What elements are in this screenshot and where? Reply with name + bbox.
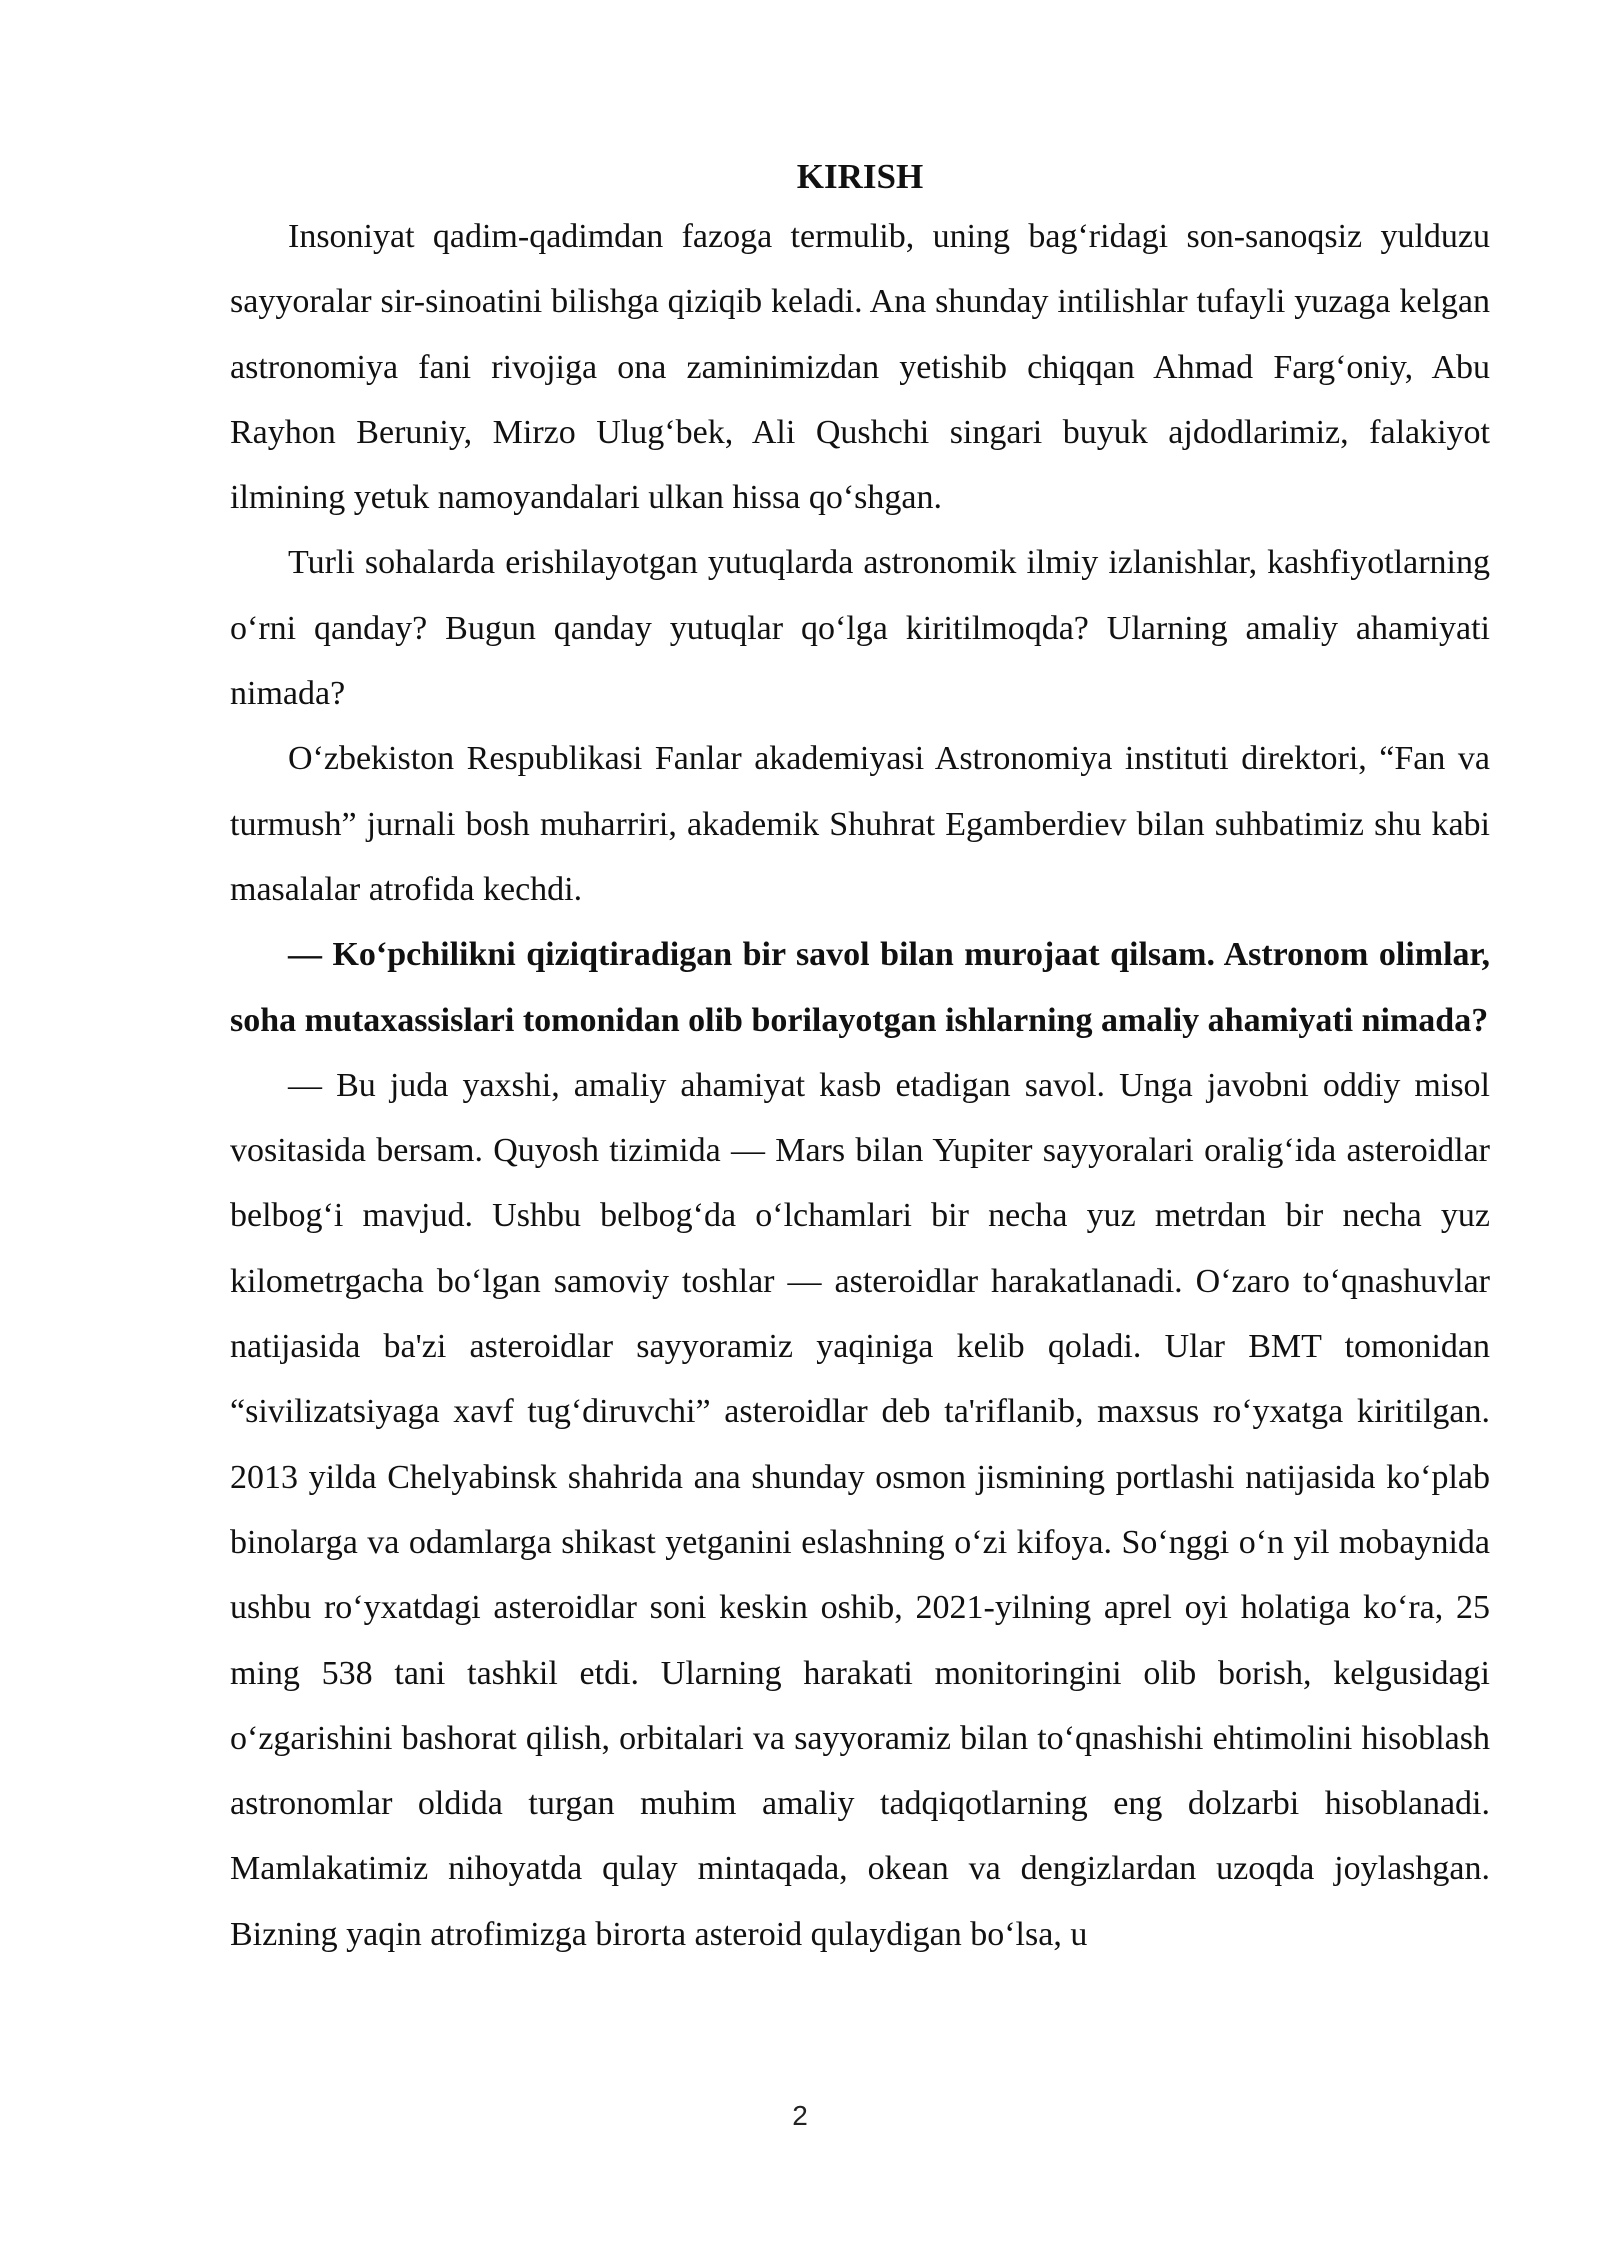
paragraph-questions: Turli sohalarda erishilayotgan yutuqlarda astronomik ilmiy izlanishlar, kashfiyotlarning o‘rni qanday? Bugun qanday yutuqlar qo‘lga kiritilmoqda? Ularning amaliy ahamiyati nimada?	[230, 544, 1490, 713]
paragraph-interview-question: — Ko‘pchilikni qiziqtiradigan bir savol bilan murojaat qilsam. Astronom olimlar, soha mutaxassislari tomonidan olib borilayotgan ishlarning amaliy ahamiyati nimada?	[230, 936, 1490, 1039]
paragraph-interview-answer: — Bu juda yaxshi, amaliy ahamiyat kasb etadigan savol. Unga javobni oddiy misol vositasida bersam. Quyosh tizimida — Mars bilan Yupiter sayyoralari oralig‘ida asteroidlar belbog‘i mavjud. Ushbu belbog‘da o‘lchamlari bir necha yuz metrdan bir necha yuz kilometrgacha bo‘lgan samoviy toshlar — asteroidlar harakatlanadi. O‘zaro to‘qnashuvlar natijasida ba'zi asteroidlar sayyoramiz yaqiniga kelib qoladi. Ular BMT tomonidan “sivilizatsiyaga xavf tug‘diruvchi” asteroidlar deb ta'riflanib, maxsus ro‘yxatga kiritilgan. 2013 yilda Chelyabinsk shahrida ana shunday osmon jismining portlashi natijasida ko‘plab binolarga va odamlarga shikast yetganini eslashning o‘zi kifoya. So‘nggi o‘n yil mobaynida ushbu ro‘yxatdagi asteroidlar soni keskin oshib, 2021-yilning aprel oyi holatiga ko‘ra, 25 ming 538 tani tashkil etdi. Ularning harakati monitoringini olib borish, kelgusidagi o‘zgarishini bashorat qilish, orbitalari va sayyoramiz bilan to‘qnashishi ehtimolini hisoblash astronomlar oldida turgan muhim amaliy tadqiqotlarning eng dolzarbi hisoblanadi. Mamlakatimiz nihoyatda qulay mintaqada, okean va dengizlardan uzoqda joylashgan. Bizning yaqin atrofimizga birorta asteroid qulaydigan bo‘lsa, u	[230, 1066, 1490, 1953]
document-page	[230, 150, 1490, 1967]
paragraph-intro: Insoniyat qadim-qadimdan fazoga termulib, uning bag‘ridagi son-sanoqsiz yulduzu sayyoralar sir-sinoatini bilishga qiziqib keladi. Ana shunday intilishlar tufayli yuzaga kelgan astronomiya fani rivojiga ona zaminimizdan yetishib chiqqan Ahmad Farg‘oniy, Abu Rayhon Beruniy, Mirzo Ulug‘bek, Ali Qushchi singari buyuk ajdodlarimiz, falakiyot ilmining yetuk namoyandalari ulkan hissa qo‘shgan.	[230, 218, 1490, 517]
page-number: 2	[792, 2100, 808, 2131]
paragraph-interview-context: O‘zbekiston Respublikasi Fanlar akademiyasi Astronomiya instituti direktori, “Fan va turmush” jurnali bosh muharriri, akademik Shuhrat Egamberdiev bilan suhbatimiz shu kabi masalalar atrofida kechdi.	[230, 740, 1490, 908]
document-title: KIRISH	[796, 157, 924, 196]
